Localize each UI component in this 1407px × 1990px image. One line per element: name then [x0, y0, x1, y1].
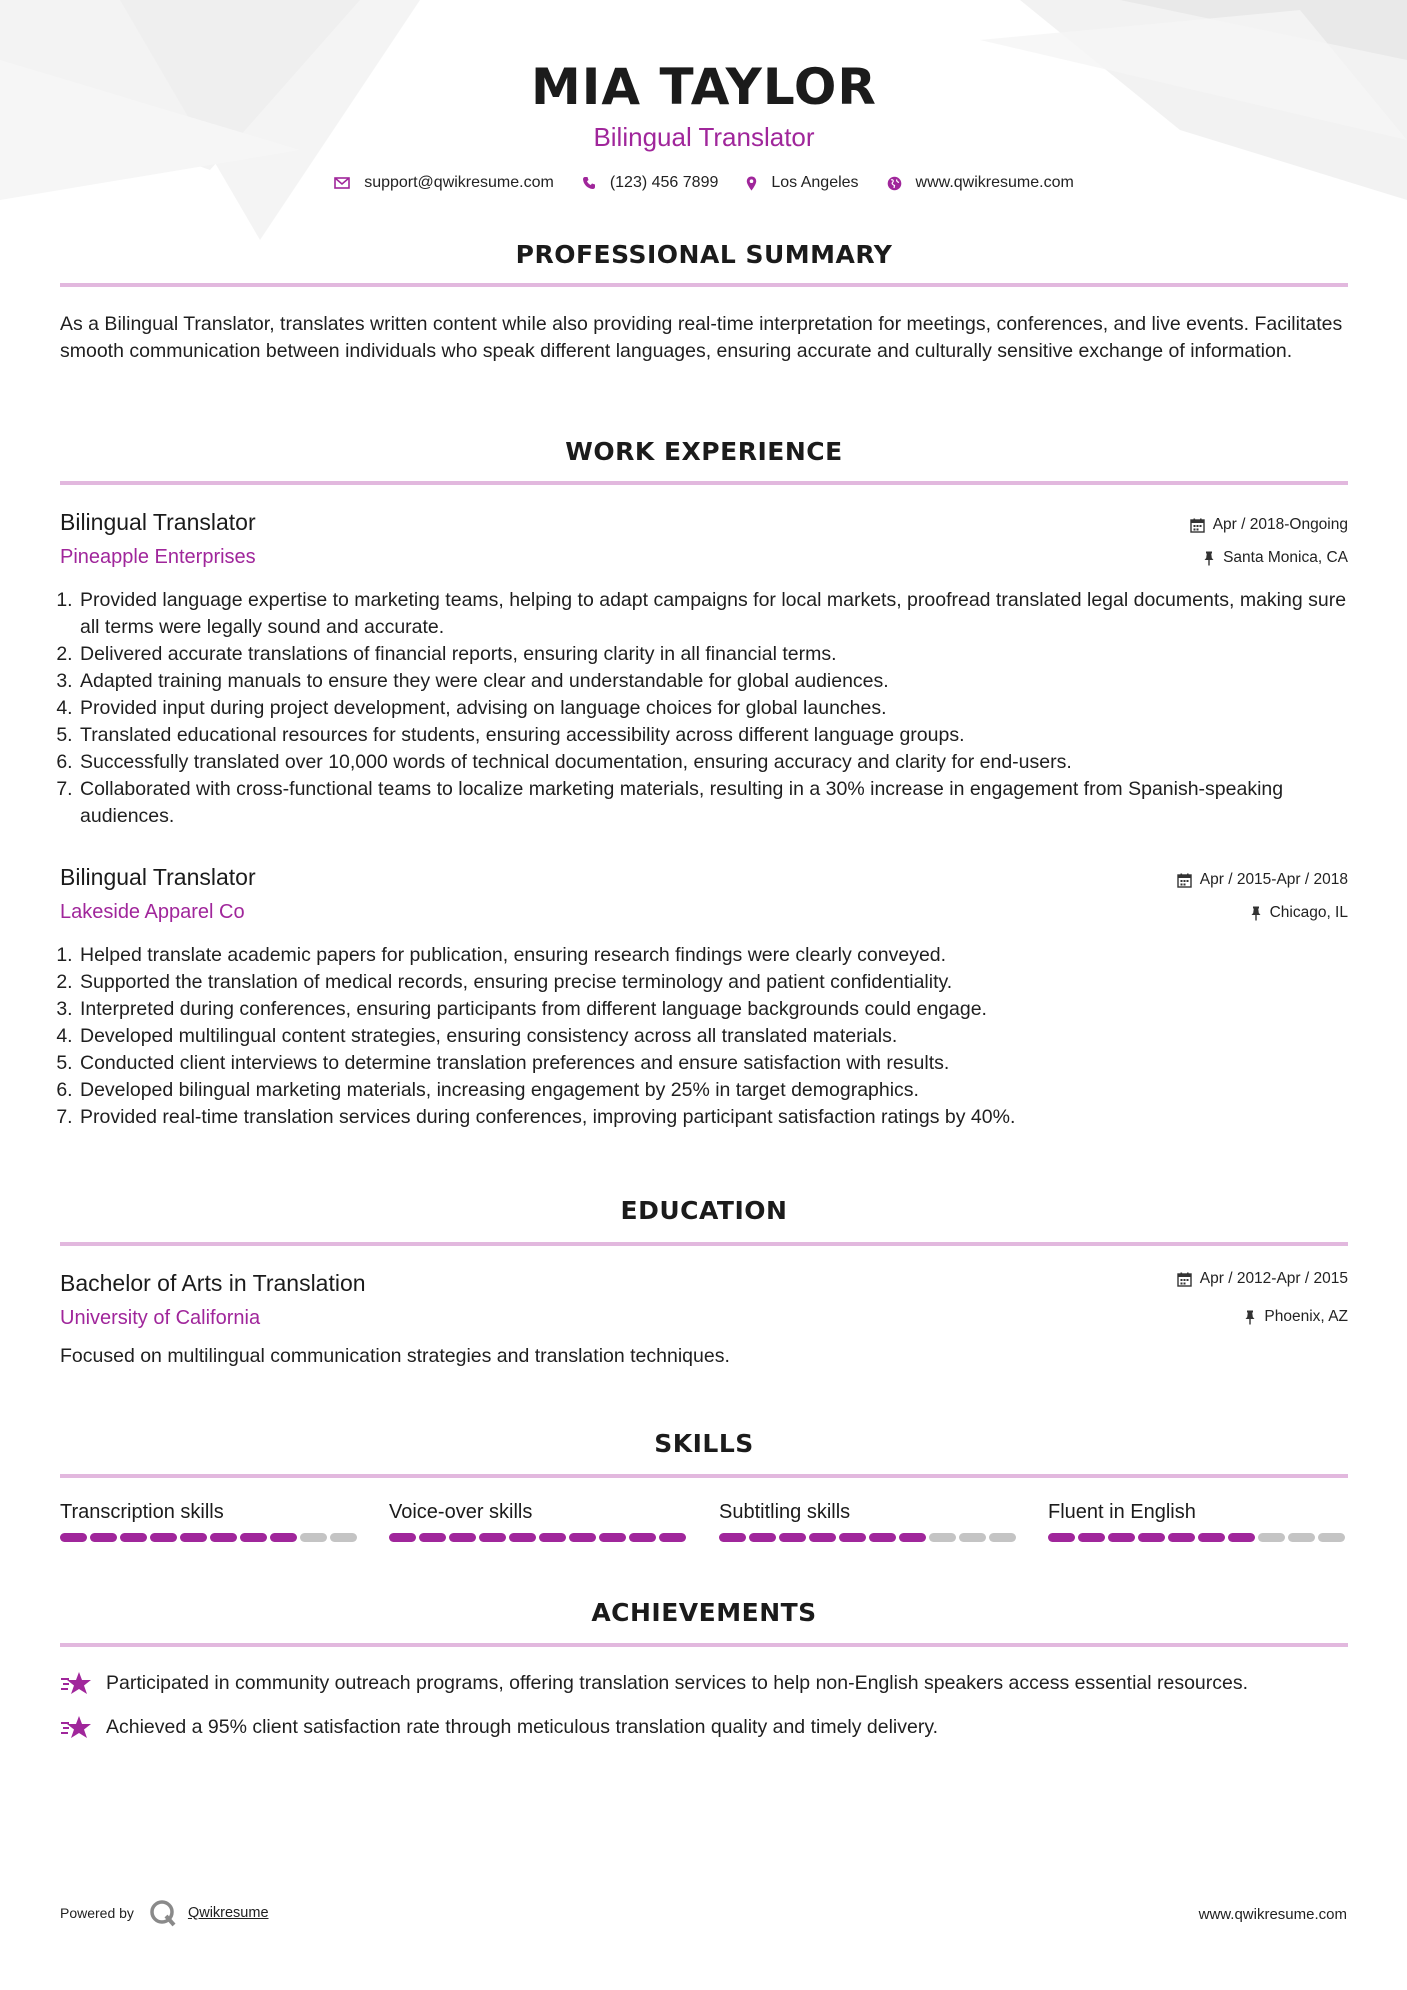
summary-text: As a Bilingual Translator, translates written content while also providing real-time interpretation for meetings, conferences, and live events. Facilitates smooth communication between individuals who speak different languages, ensuring accurate and culturally sensitive exchange of information.	[60, 313, 1343, 362]
rating-dot-filled	[120, 1533, 147, 1542]
rating-dot-filled	[389, 1533, 416, 1542]
qwikresume-logo-icon	[148, 1898, 178, 1928]
rating-dot-filled	[1108, 1533, 1135, 1542]
star-icon	[60, 1715, 92, 1739]
job-dates-text: Apr / 2018-Ongoing	[1212, 516, 1348, 533]
skill-rating	[60, 1533, 360, 1542]
rating-dot-filled	[449, 1533, 476, 1542]
rating-dot-filled	[90, 1533, 117, 1542]
globe-icon	[887, 176, 902, 191]
rating-dot-filled	[599, 1533, 626, 1542]
job-title: Bilingual Translator	[60, 864, 256, 890]
summary-divider	[60, 283, 1348, 287]
summary-section-title: PROFESSIONAL SUMMARY	[515, 240, 893, 269]
rating-dot-empty	[330, 1533, 357, 1542]
education-section-title: EDUCATION	[620, 1196, 788, 1225]
rating-dot-filled	[1168, 1533, 1195, 1542]
skill-name: Voice-over skills	[389, 1501, 533, 1523]
rating-dot-empty	[1318, 1533, 1345, 1542]
skills-divider	[60, 1474, 1348, 1478]
header-background-shapes	[0, 0, 1407, 240]
powered-by-label: Powered by	[60, 1905, 134, 1921]
rating-dot-filled	[629, 1533, 656, 1542]
rating-dot-filled	[1048, 1533, 1075, 1542]
list-item: 6. Developed bilingual marketing materials, increasing engagement by 25% in target demographics.	[78, 1077, 1366, 1104]
list-item: 4. Provided input during project development, advising on language choices for global launches.	[78, 695, 1366, 722]
star-icon	[60, 1671, 92, 1695]
candidate-name: MIA TAYLOR	[531, 58, 877, 116]
skill-name: Transcription skills	[60, 1501, 224, 1523]
footer-powered-by	[60, 1898, 269, 1928]
skill-rating	[1048, 1533, 1348, 1542]
achievement-item	[60, 1671, 1248, 1695]
contact-phone-text: (123) 456 7899	[609, 174, 719, 191]
achievement-text: Achieved a 95% client satisfaction rate through meticulous translation quality and timely delivery.	[106, 1715, 939, 1738]
contact-bar	[60, 174, 1348, 192]
rating-dot-empty	[959, 1533, 986, 1542]
rating-dot-empty	[300, 1533, 327, 1542]
rating-dot-empty	[1288, 1533, 1315, 1542]
rating-dot-filled	[1078, 1533, 1105, 1542]
job-location	[1250, 904, 1348, 922]
skill-item	[60, 1501, 360, 1542]
job-location-text: Santa Monica, CA	[1223, 549, 1348, 566]
pushpin-icon	[1203, 551, 1215, 566]
skill-item	[719, 1501, 1019, 1542]
job-location	[1203, 549, 1348, 567]
skill-rating	[389, 1533, 689, 1542]
rating-dot-filled	[1138, 1533, 1165, 1542]
education-dates	[1177, 1270, 1348, 1288]
rating-dot-empty	[1258, 1533, 1285, 1542]
experience-divider	[60, 481, 1348, 485]
job-title: Bilingual Translator	[60, 509, 256, 535]
list-item: 3. Interpreted during conferences, ensuring participants from different language backgrounds could engage.	[78, 996, 1366, 1023]
list-item: 5. Conducted client interviews to determine translation preferences and ensure satisfaction with results.	[78, 1050, 1366, 1077]
school-name: University of California	[60, 1307, 261, 1329]
rating-dot-filled	[210, 1533, 237, 1542]
education-divider	[60, 1242, 1348, 1246]
list-item: 7. Collaborated with cross-functional teams to localize marketing materials, resulting in a 30% increase in engagement from Spanish-speaking audiences.	[78, 776, 1366, 830]
education-location	[1244, 1308, 1348, 1326]
rating-dot-filled	[659, 1533, 686, 1542]
job-company: Lakeside Apparel Co	[60, 901, 245, 923]
achievement-text: Participated in community outreach programs, offering translation services to help non-English speakers access essential resources.	[106, 1671, 1249, 1694]
candidate-headline: Bilingual Translator	[593, 122, 815, 152]
rating-dot-empty	[989, 1533, 1016, 1542]
job-location-text: Chicago, IL	[1269, 904, 1348, 921]
contact-email-text: support@qwikresume.com	[364, 174, 554, 191]
list-item: 7. Provided real-time translation services during conferences, improving participant satisfaction ratings by 40%.	[78, 1104, 1366, 1131]
skill-name: Subtitling skills	[719, 1501, 851, 1523]
rating-dot-filled	[539, 1533, 566, 1542]
rating-dot-filled	[509, 1533, 536, 1542]
list-item: 2. Delivered accurate translations of financial reports, ensuring clarity in all financial terms.	[78, 641, 1366, 668]
phone-icon	[582, 176, 596, 190]
rating-dot-filled	[749, 1533, 776, 1542]
envelope-icon	[334, 177, 350, 189]
rating-dot-filled	[180, 1533, 207, 1542]
contact-email[interactable]	[334, 174, 554, 192]
job-dates	[1177, 871, 1348, 889]
education-description: Focused on multilingual communication strategies and translation techniques.	[60, 1345, 730, 1367]
contact-phone[interactable]	[582, 174, 719, 192]
rating-dot-filled	[1228, 1533, 1255, 1542]
list-item: 1. Provided language expertise to marketing teams, helping to adapt campaigns for local markets, proofread translated legal documents, making sure all terms were legally sound and accurate.	[78, 587, 1366, 641]
education-location-text: Phoenix, AZ	[1264, 1308, 1348, 1325]
job-dates	[1190, 516, 1348, 534]
contact-location	[746, 174, 858, 192]
list-item: 4. Developed multilingual content strategies, ensuring consistency across all translated materials.	[78, 1023, 1366, 1050]
calendar-icon	[1177, 1272, 1192, 1287]
job-bullets	[60, 587, 1366, 830]
list-item: 6. Successfully translated over 10,000 words of technical documentation, ensuring accuracy and clarity for end-users.	[78, 749, 1366, 776]
footer-website[interactable]: www.qwikresume.com	[1198, 1906, 1347, 1923]
contact-location-text: Los Angeles	[771, 174, 859, 191]
map-pin-icon	[746, 176, 757, 191]
job-dates-text: Apr / 2015-Apr / 2018	[1199, 871, 1348, 888]
skill-name: Fluent in English	[1048, 1501, 1196, 1523]
skill-item	[389, 1501, 689, 1542]
education-dates-text: Apr / 2012-Apr / 2015	[1199, 1270, 1348, 1287]
rating-dot-empty	[929, 1533, 956, 1542]
rating-dot-filled	[839, 1533, 866, 1542]
qwikresume-link[interactable]: Qwikresume	[187, 1905, 269, 1921]
rating-dot-filled	[899, 1533, 926, 1542]
list-item: 3. Adapted training manuals to ensure they were clear and understandable for global audiences.	[78, 668, 1366, 695]
rating-dot-filled	[719, 1533, 746, 1542]
calendar-icon	[1190, 518, 1205, 533]
pushpin-icon	[1244, 1310, 1256, 1325]
rating-dot-filled	[240, 1533, 267, 1542]
experience-section-title: WORK EXPERIENCE	[565, 437, 843, 466]
rating-dot-filled	[270, 1533, 297, 1542]
degree-title: Bachelor of Arts in Translation	[60, 1270, 366, 1296]
skill-rating	[719, 1533, 1019, 1542]
rating-dot-filled	[479, 1533, 506, 1542]
contact-website-text: www.qwikresume.com	[915, 174, 1074, 191]
rating-dot-filled	[150, 1533, 177, 1542]
rating-dot-filled	[1198, 1533, 1225, 1542]
rating-dot-filled	[60, 1533, 87, 1542]
job-bullets	[60, 942, 1366, 1131]
list-item: 1. Helped translate academic papers for publication, ensuring research findings were clearly conveyed.	[78, 942, 1366, 969]
list-item: 2. Supported the translation of medical records, ensuring precise terminology and patient confidentiality.	[78, 969, 1366, 996]
rating-dot-filled	[419, 1533, 446, 1542]
pushpin-icon	[1250, 906, 1262, 921]
contact-website[interactable]	[887, 174, 1074, 192]
achievement-item	[60, 1715, 938, 1739]
skill-item	[1048, 1501, 1348, 1542]
job-company: Pineapple Enterprises	[60, 546, 256, 568]
list-item: 5. Translated educational resources for students, ensuring accessibility across different language groups.	[78, 722, 1366, 749]
rating-dot-filled	[779, 1533, 806, 1542]
calendar-icon	[1177, 873, 1192, 888]
skills-section-title: SKILLS	[654, 1429, 754, 1458]
rating-dot-filled	[569, 1533, 596, 1542]
rating-dot-filled	[869, 1533, 896, 1542]
achievements-section-title: ACHIEVEMENTS	[591, 1598, 817, 1627]
achievements-divider	[60, 1643, 1348, 1647]
rating-dot-filled	[809, 1533, 836, 1542]
